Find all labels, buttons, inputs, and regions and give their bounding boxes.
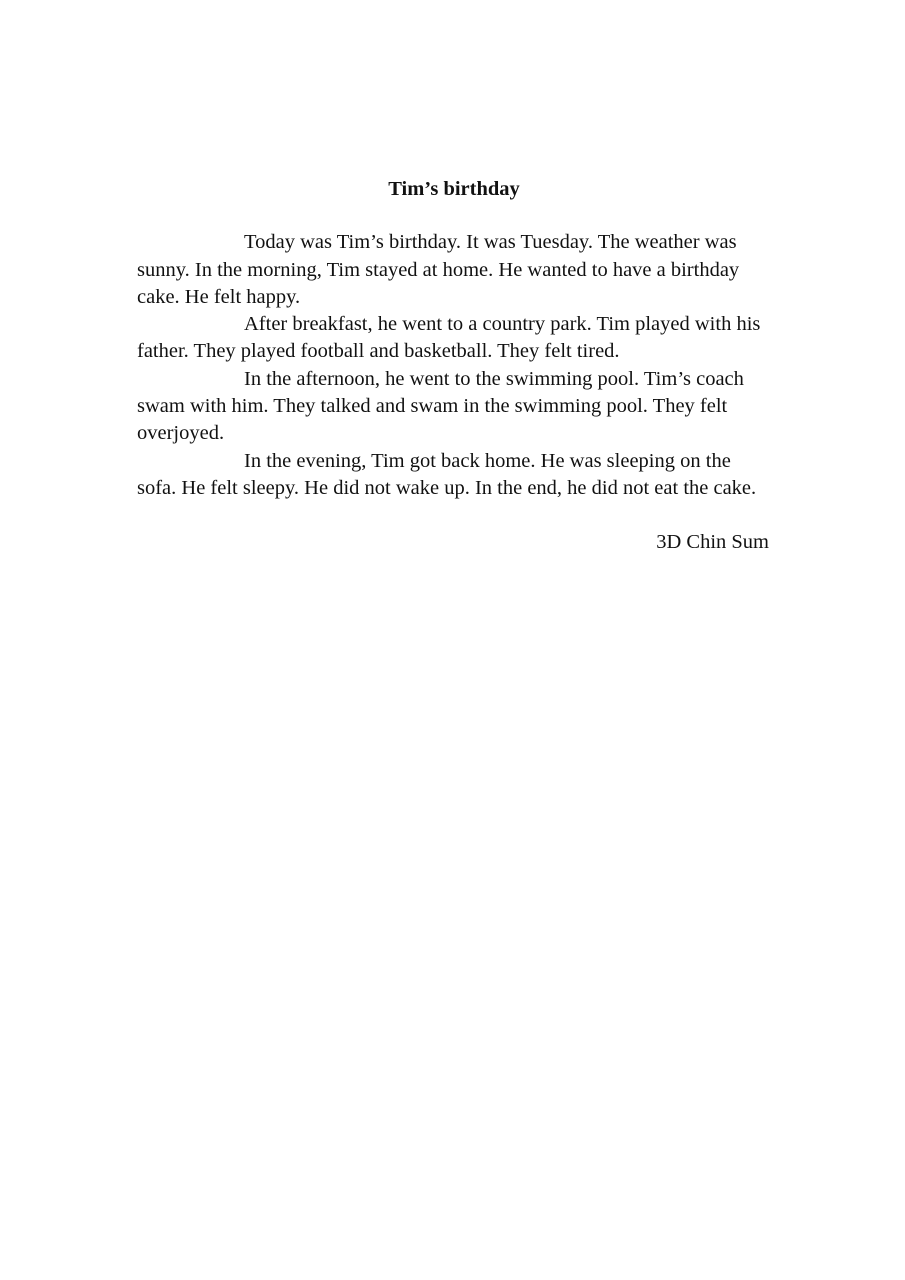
paragraph-1: Today was Tim’s birthday. It was Tuesday. The weather was sunny. In the morning, Tim stayed at home. He wanted to have a birthday cake. He felt happy. (137, 231, 740, 308)
author-signature: 3D Chin Sum (656, 531, 769, 554)
paragraph-3: In the afternoon, he went to the swimming pool. Tim’s coach swam with him. They talked and swam in the swimming pool. They felt overjoyed. (137, 367, 744, 445)
paragraph-2: After breakfast, he went to a country park. Tim played with his father. They played football and basketball. They felt tired. (137, 313, 761, 363)
document-body (137, 176, 769, 557)
paragraph-4: In the evening, Tim got back home. He was sleeping on the sofa. He felt sleepy. He did not wake up. In the end, he did not eat the cake. (137, 449, 757, 499)
document-title: Tim’s birthday (388, 178, 520, 200)
